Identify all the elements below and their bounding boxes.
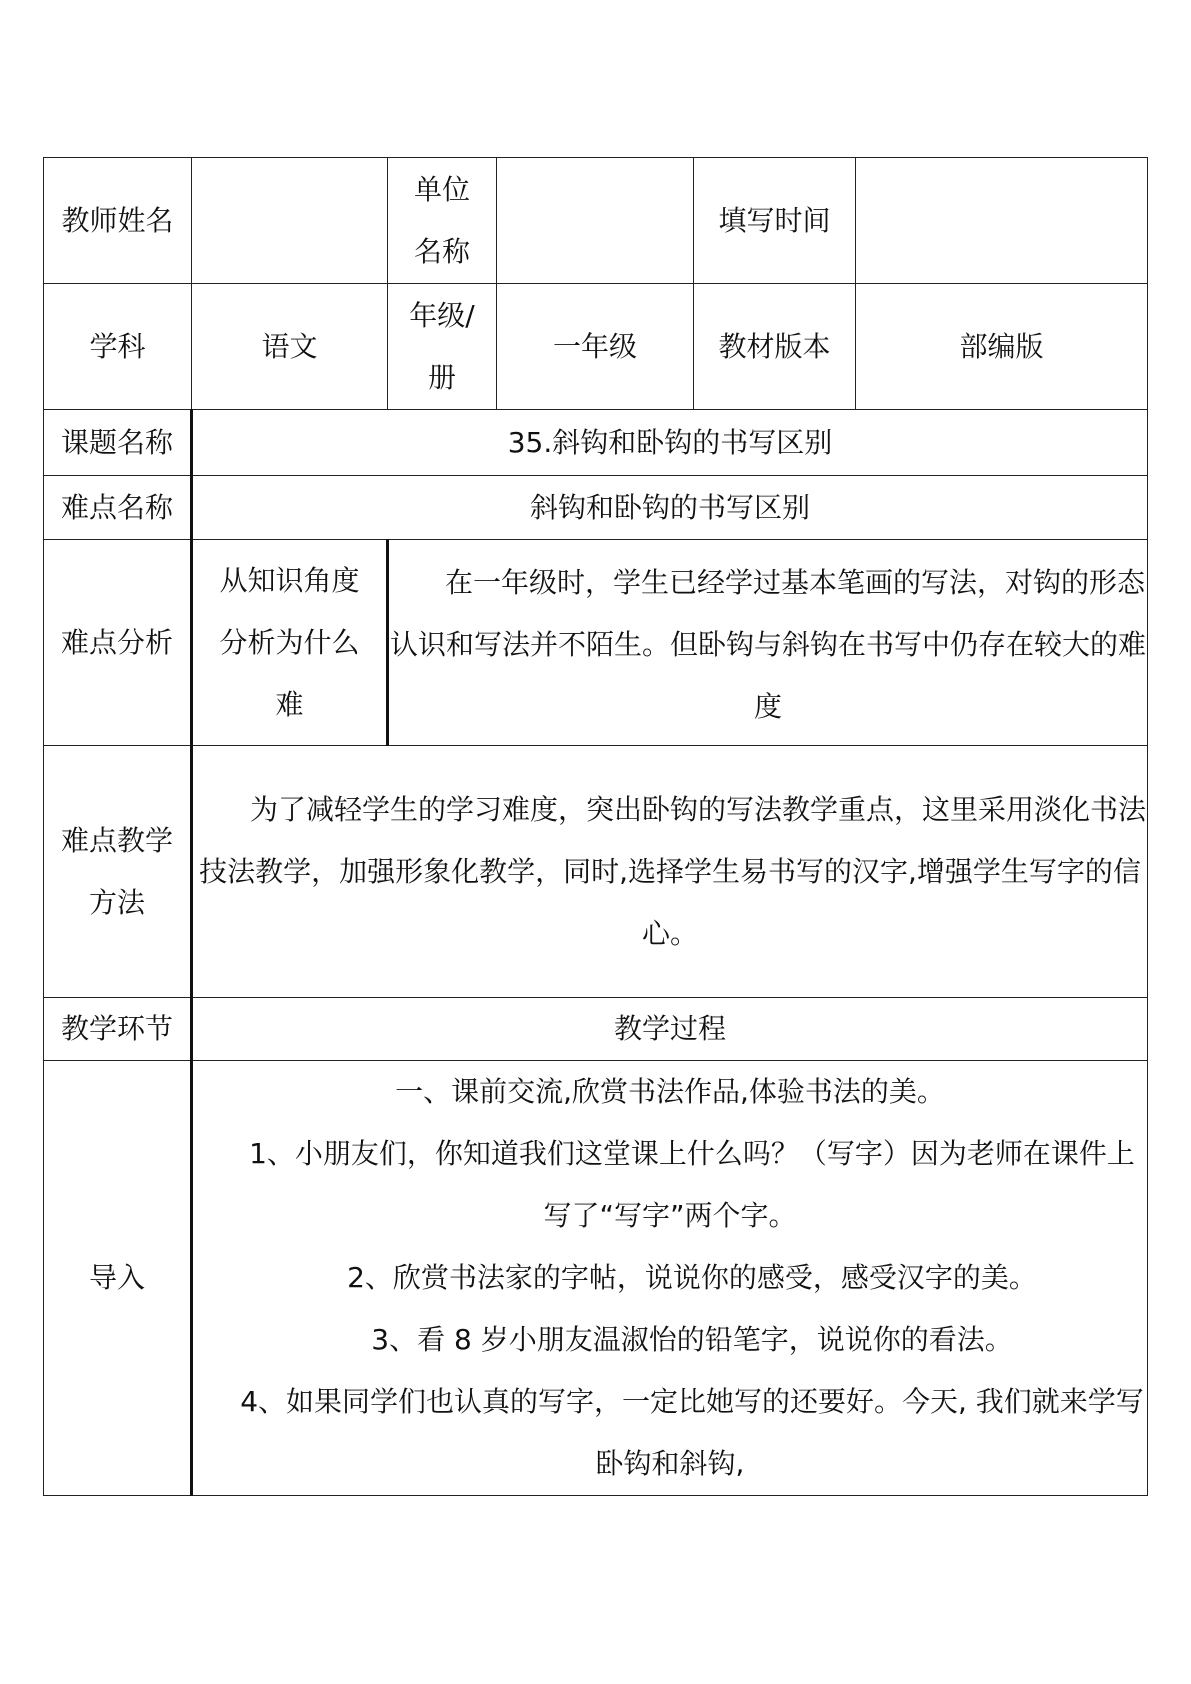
- topic-value: 35.斜钩和卧钩的书写区别: [192, 410, 1148, 476]
- analysis-sub-label: 从知识角度分析为什么难: [192, 540, 388, 746]
- analysis-text: 在一年级时，学生已经学过基本笔画的写法，对钩的形态认识和写法并不陌生。但卧钩与斜钩在书写中仍存在较大的难度: [388, 540, 1148, 746]
- subject-label: 学科: [44, 284, 192, 410]
- difficulty-row: [44, 476, 1148, 540]
- info-row-2: [44, 284, 1148, 410]
- intro-label: 导入: [44, 1061, 192, 1496]
- process-header: 教学过程: [192, 998, 1148, 1061]
- intro-line: 2、欣赏书法家的字帖，说说你的感受，感受汉字的美。: [347, 1261, 1037, 1294]
- process-header-row: [44, 998, 1148, 1061]
- fill-time-label: 填写时间: [694, 158, 856, 284]
- difficulty-value: 斜钩和卧钩的书写区别: [192, 476, 1148, 540]
- grade-label: 年级/册: [388, 284, 497, 410]
- stage-header: 教学环节: [44, 998, 192, 1061]
- method-text: 为了减轻学生的学习难度，突出卧钩的写法教学重点，这里采用淡化书法技法教学，加强形象化教学，同时,选择学生易书写的汉字,增强学生写字的信心。: [192, 746, 1148, 998]
- analysis-label: 难点分析: [44, 540, 192, 746]
- unit-name-value[interactable]: [497, 158, 694, 284]
- textbook-label: 教材版本: [694, 284, 856, 410]
- topic-row: [44, 410, 1148, 476]
- teacher-name-value[interactable]: [192, 158, 388, 284]
- intro-line: 一、课前交流,欣赏书法作品,体验书法的美。: [395, 1075, 945, 1108]
- info-row-1: [44, 158, 1148, 284]
- intro-content: [192, 1061, 1148, 1496]
- fill-time-value[interactable]: [856, 158, 1148, 284]
- intro-line: 4、如果同学们也认真的写字，一定比她写的还要好。今天, 我们就来学写卧钩和斜钩,: [240, 1385, 1144, 1480]
- subject-value: 语文: [192, 284, 388, 410]
- intro-line: 3、看 8 岁小朋友温淑怡的铅笔字，说说你的看法。: [371, 1323, 1013, 1356]
- teacher-name-label: 教师姓名: [44, 158, 192, 284]
- grade-value: 一年级: [497, 284, 694, 410]
- intro-row: [44, 1061, 1148, 1496]
- lesson-plan-table: [43, 157, 1148, 1496]
- method-label: 难点教学方法: [44, 746, 192, 998]
- intro-line: 1、小朋友们，你知道我们这堂课上什么吗？（写字）因为老师在课件上写了“写字”两个字。: [249, 1137, 1135, 1232]
- textbook-value: 部编版: [856, 284, 1148, 410]
- method-row: [44, 746, 1148, 998]
- unit-name-label: 单位名称: [388, 158, 497, 284]
- analysis-row: [44, 540, 1148, 746]
- lesson-plan-sheet: [43, 157, 1147, 1496]
- difficulty-label: 难点名称: [44, 476, 192, 540]
- topic-label: 课题名称: [44, 410, 192, 476]
